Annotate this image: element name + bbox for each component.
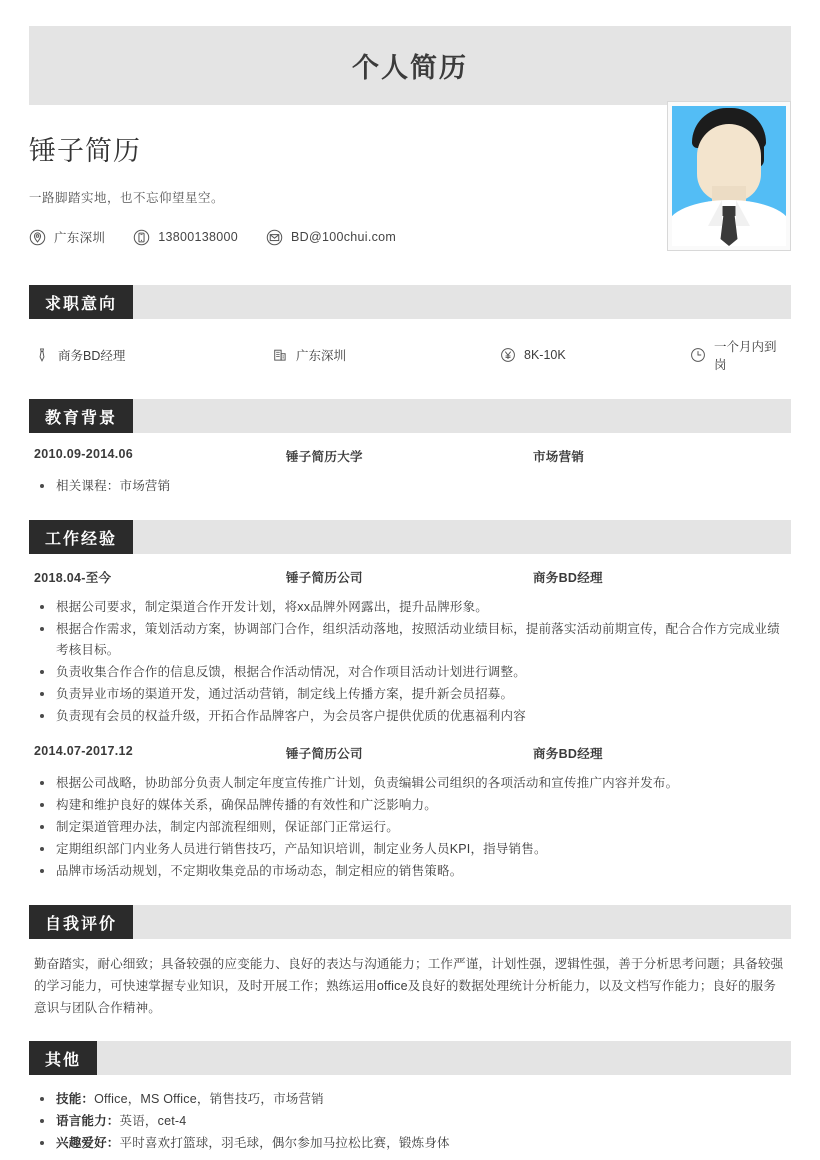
contact-email-value: BD@100chui.com bbox=[290, 230, 397, 244]
page-title: 个人简历 bbox=[352, 53, 468, 83]
list-item: 负责异业市场的渠道开发，通过活动营销，制定线上传播方案，提升新会员招募。 bbox=[34, 684, 786, 705]
envelope-icon bbox=[266, 229, 283, 246]
education-school: 锤子简历大学 bbox=[286, 450, 363, 464]
spacer bbox=[34, 728, 786, 744]
section-title-other: 其他 bbox=[29, 1041, 97, 1075]
education-bullets bbox=[34, 476, 786, 497]
intention-salary-value: 8K-10K bbox=[524, 348, 566, 362]
education-entry-meta bbox=[34, 447, 786, 465]
section-title-self-evaluation: 自我评价 bbox=[29, 905, 133, 939]
other-label-skills: 技能： bbox=[56, 1092, 95, 1106]
work-bullets bbox=[34, 597, 786, 727]
work-date: 2018.04-至今 bbox=[34, 571, 112, 585]
other-value-language: 英语，cet-4 bbox=[119, 1114, 187, 1128]
list-item: 负责收集合作合作的信息反馈，根据合作活动情况，对合作项目活动计划进行调整。 bbox=[34, 662, 786, 683]
intention-position bbox=[34, 337, 272, 373]
work-role: 商务BD经理 bbox=[533, 571, 603, 585]
other-value-hobbies: 平时喜欢打篮球，羽毛球，偶尔参加马拉松比赛，锻炼身体 bbox=[119, 1136, 450, 1150]
section-title-intention: 求职意向 bbox=[29, 285, 133, 319]
list-item: 制定渠道管理办法，制定内部流程细则，保证部门正常运行。 bbox=[34, 817, 786, 838]
section-title-work: 工作经验 bbox=[29, 520, 133, 554]
building-icon bbox=[272, 347, 288, 363]
section-header-other bbox=[29, 1041, 791, 1075]
list-item: 构建和维护良好的媒体关系，确保品牌传播的有效性和广泛影响力。 bbox=[34, 795, 786, 816]
work-company: 锤子简历公司 bbox=[286, 747, 363, 761]
work-entry bbox=[34, 744, 786, 882]
list-item: 根据公司战略，协助部分负责人制定年度宣传推广计划，负责编辑公司组织的各项活动和宣传推广内容并发布。 bbox=[34, 773, 786, 794]
intention-salary bbox=[500, 337, 690, 373]
spacer bbox=[0, 373, 820, 399]
list-item: 定期组织部门内业务人员进行销售技巧，产品知识培训，制定业务人员KPI，指导销售。 bbox=[34, 839, 786, 860]
list-item: 品牌市场活动规划，不定期收集竞品的市场动态，制定相应的销售策略。 bbox=[34, 861, 786, 882]
section-body-other bbox=[29, 1075, 791, 1154]
resume-page bbox=[0, 26, 820, 1160]
section-header-education bbox=[29, 399, 791, 433]
self-evaluation-paragraph: 勤奋踏实，耐心细致；具备较强的应变能力、良好的表达与沟通能力；工作严谨，计划性强，逻辑性强，善于分析思考问题；具备较强的学习能力，可快速掌握专业知识，及时开展工作；熟练运用office及良好的数据处理统计分析能力，以及文档写作能力；良好的服务意识与团队合作精神。 bbox=[34, 957, 784, 1015]
list-item bbox=[34, 1111, 786, 1132]
intention-availability-value: 一个月内到岗 bbox=[714, 340, 777, 372]
candidate-name: 锤子简历 bbox=[29, 136, 141, 166]
other-label-hobbies: 兴趣爱好： bbox=[56, 1136, 120, 1150]
intention-position-value: 商务BD经理 bbox=[58, 349, 126, 363]
intention-availability bbox=[690, 337, 786, 373]
contact-phone-value: 13800138000 bbox=[158, 230, 238, 244]
avatar-photo bbox=[672, 106, 786, 246]
section-body-self-evaluation bbox=[29, 939, 791, 1019]
contact-location-value: 广东深圳 bbox=[54, 231, 106, 245]
education-date: 2010.09-2014.06 bbox=[34, 447, 134, 461]
contact-location bbox=[29, 228, 105, 246]
mobile-phone-icon bbox=[133, 229, 150, 246]
other-value-skills: Office，MS Office，销售技巧，市场营销 bbox=[94, 1092, 324, 1106]
avatar-collar-left bbox=[708, 200, 722, 226]
work-entry-meta bbox=[34, 744, 786, 762]
spacer bbox=[0, 883, 820, 905]
spacer bbox=[0, 1019, 820, 1041]
section-body-education bbox=[29, 433, 791, 497]
section-header-self-evaluation bbox=[29, 905, 791, 939]
avatar-collar-right bbox=[736, 200, 750, 226]
avatar bbox=[667, 101, 791, 251]
education-major: 市场营销 bbox=[533, 450, 585, 464]
spacer bbox=[0, 498, 820, 520]
work-entry-meta bbox=[34, 568, 786, 586]
contact-phone bbox=[133, 229, 238, 246]
clock-icon bbox=[690, 347, 706, 363]
profile-block bbox=[29, 105, 791, 285]
work-date: 2014.07-2017.12 bbox=[34, 744, 134, 758]
section-header-work bbox=[29, 520, 791, 554]
intention-grid bbox=[34, 333, 786, 373]
resume-title-bar bbox=[29, 26, 791, 105]
contact-email bbox=[266, 229, 396, 246]
work-bullets bbox=[34, 773, 786, 882]
work-role: 商务BD经理 bbox=[533, 747, 603, 761]
list-item: 根据合作需求，策划活动方案，协调部门合作，组织活动落地，按照活动业绩目标，提前落实活动前期宣传，配合合作方完成业绩考核目标。 bbox=[34, 619, 786, 661]
list-item bbox=[34, 1133, 786, 1154]
location-pin-icon bbox=[29, 229, 46, 246]
intention-location bbox=[272, 337, 500, 373]
work-entry bbox=[34, 568, 786, 727]
candidate-slogan: 一路脚踏实地，也不忘仰望星空。 bbox=[29, 191, 225, 205]
other-list bbox=[34, 1089, 786, 1154]
list-item bbox=[34, 1089, 786, 1110]
intention-location-value: 广东深圳 bbox=[296, 349, 347, 363]
yen-circle-icon bbox=[500, 347, 516, 363]
list-item: 负责现有会员的权益升级，开拓合作品牌客户，为会员客户提供优质的优惠福利内容 bbox=[34, 706, 786, 727]
work-company: 锤子简历公司 bbox=[286, 571, 363, 585]
section-body-intention bbox=[29, 319, 791, 373]
section-body-work bbox=[29, 554, 791, 882]
necktie-icon bbox=[34, 347, 50, 363]
list-item: 根据公司要求，制定渠道合作开发计划，将xx品牌外网露出，提升品牌形象。 bbox=[34, 597, 786, 618]
list-item: 相关课程：市场营销 bbox=[34, 476, 786, 497]
other-label-language: 语言能力： bbox=[56, 1114, 120, 1128]
section-header-intention bbox=[29, 285, 791, 319]
section-title-education: 教育背景 bbox=[29, 399, 133, 433]
